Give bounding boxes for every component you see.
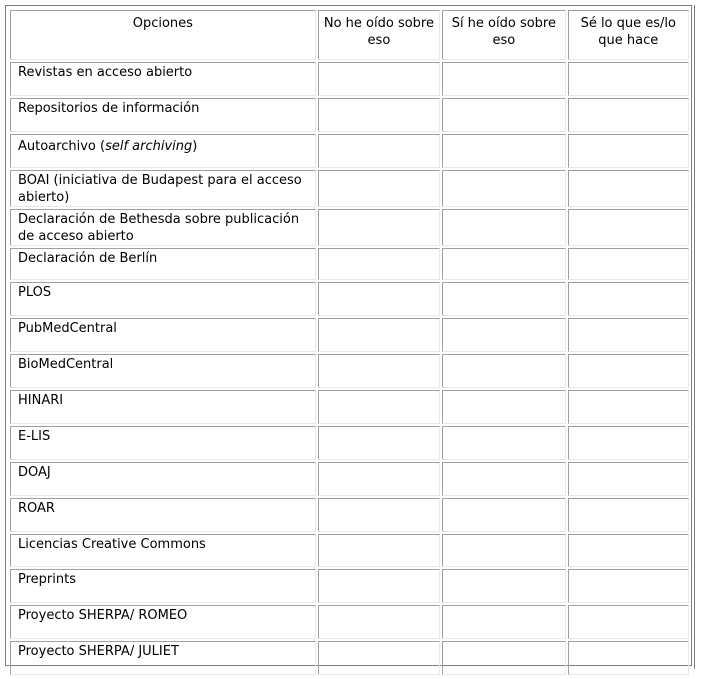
table-row <box>10 462 689 496</box>
option-label: Proyecto SHERPA/ ROMEO <box>10 605 316 639</box>
not-heard-cell[interactable] <box>318 318 440 352</box>
option-label-suffix: ) <box>192 139 198 154</box>
know-cell[interactable] <box>568 209 689 246</box>
know-cell[interactable] <box>568 170 689 207</box>
know-cell[interactable] <box>568 498 689 532</box>
heard-cell[interactable] <box>442 248 565 280</box>
table-row <box>10 534 689 567</box>
heard-cell[interactable] <box>442 641 565 675</box>
not-heard-cell[interactable] <box>318 390 440 424</box>
option-label: Licencias Creative Commons <box>10 534 316 567</box>
option-label-prefix: Autoarchivo ( <box>18 139 106 154</box>
heard-cell[interactable] <box>442 134 565 168</box>
option-label: PubMedCentral <box>10 318 316 352</box>
heard-cell[interactable] <box>442 318 565 352</box>
header-options: Opciones <box>10 10 316 60</box>
heard-cell[interactable] <box>442 98 565 132</box>
table-row <box>10 248 689 280</box>
header-row <box>10 10 689 60</box>
know-cell[interactable] <box>568 641 689 675</box>
table-row <box>10 498 689 532</box>
option-label-italic: self archiving <box>105 139 193 154</box>
know-cell[interactable] <box>568 462 689 496</box>
not-heard-cell[interactable] <box>318 170 440 207</box>
option-label: Proyecto SHERPA/ JULIET <box>10 641 316 675</box>
know-cell[interactable] <box>568 248 689 280</box>
table-row <box>10 605 689 639</box>
heard-cell[interactable] <box>442 62 565 96</box>
know-cell[interactable] <box>568 426 689 460</box>
options-table <box>8 8 691 677</box>
option-label: ROAR <box>10 498 316 532</box>
option-label: Preprints <box>10 569 316 603</box>
not-heard-cell[interactable] <box>318 209 440 246</box>
option-label <box>10 134 316 168</box>
heard-cell[interactable] <box>442 569 565 603</box>
know-cell[interactable] <box>568 62 689 96</box>
survey-frame <box>5 5 692 666</box>
not-heard-cell[interactable] <box>318 498 440 532</box>
table-row <box>10 98 689 132</box>
know-cell[interactable] <box>568 134 689 168</box>
table-row <box>10 354 689 388</box>
not-heard-cell[interactable] <box>318 62 440 96</box>
heard-cell[interactable] <box>442 209 565 246</box>
know-cell[interactable] <box>568 569 689 603</box>
not-heard-cell[interactable] <box>318 569 440 603</box>
table-row <box>10 209 689 246</box>
heard-cell[interactable] <box>442 605 565 639</box>
option-label: Declaración de Berlín <box>10 248 316 280</box>
heard-cell[interactable] <box>442 534 565 567</box>
know-cell[interactable] <box>568 390 689 424</box>
heard-cell[interactable] <box>442 282 565 316</box>
know-cell[interactable] <box>568 605 689 639</box>
header-heard: Sí he oído sobre eso <box>442 10 565 60</box>
option-label: DOAJ <box>10 462 316 496</box>
not-heard-cell[interactable] <box>318 462 440 496</box>
heard-cell[interactable] <box>442 462 565 496</box>
know-cell[interactable] <box>568 534 689 567</box>
option-label: Revistas en acceso abierto <box>10 62 316 96</box>
option-label: E-LIS <box>10 426 316 460</box>
know-cell[interactable] <box>568 354 689 388</box>
heard-cell[interactable] <box>442 498 565 532</box>
window-edge <box>694 5 695 669</box>
not-heard-cell[interactable] <box>318 98 440 132</box>
not-heard-cell[interactable] <box>318 134 440 168</box>
not-heard-cell[interactable] <box>318 426 440 460</box>
heard-cell[interactable] <box>442 390 565 424</box>
table-row <box>10 170 689 207</box>
know-cell[interactable] <box>568 98 689 132</box>
option-label: Repositorios de información <box>10 98 316 132</box>
not-heard-cell[interactable] <box>318 248 440 280</box>
option-label: Declaración de Bethesda sobre publicación de acceso abierto <box>10 209 316 246</box>
header-not-heard: No he oído sobre eso <box>318 10 440 60</box>
heard-cell[interactable] <box>442 426 565 460</box>
heard-cell[interactable] <box>442 170 565 207</box>
table-row <box>10 282 689 316</box>
table-row <box>10 134 689 168</box>
header-know: Sé lo que es/lo que hace <box>568 10 689 60</box>
not-heard-cell[interactable] <box>318 605 440 639</box>
table-row <box>10 569 689 603</box>
not-heard-cell[interactable] <box>318 534 440 567</box>
table-row <box>10 390 689 424</box>
not-heard-cell[interactable] <box>318 641 440 675</box>
know-cell[interactable] <box>568 282 689 316</box>
table-row <box>10 426 689 460</box>
option-label: PLOS <box>10 282 316 316</box>
know-cell[interactable] <box>568 318 689 352</box>
table-row <box>10 318 689 352</box>
not-heard-cell[interactable] <box>318 354 440 388</box>
option-label: HINARI <box>10 390 316 424</box>
heard-cell[interactable] <box>442 354 565 388</box>
not-heard-cell[interactable] <box>318 282 440 316</box>
table-row <box>10 641 689 675</box>
option-label: BioMedCentral <box>10 354 316 388</box>
table-row <box>10 62 689 96</box>
option-label: BOAI (iniciativa de Budapest para el acceso abierto) <box>10 170 316 207</box>
